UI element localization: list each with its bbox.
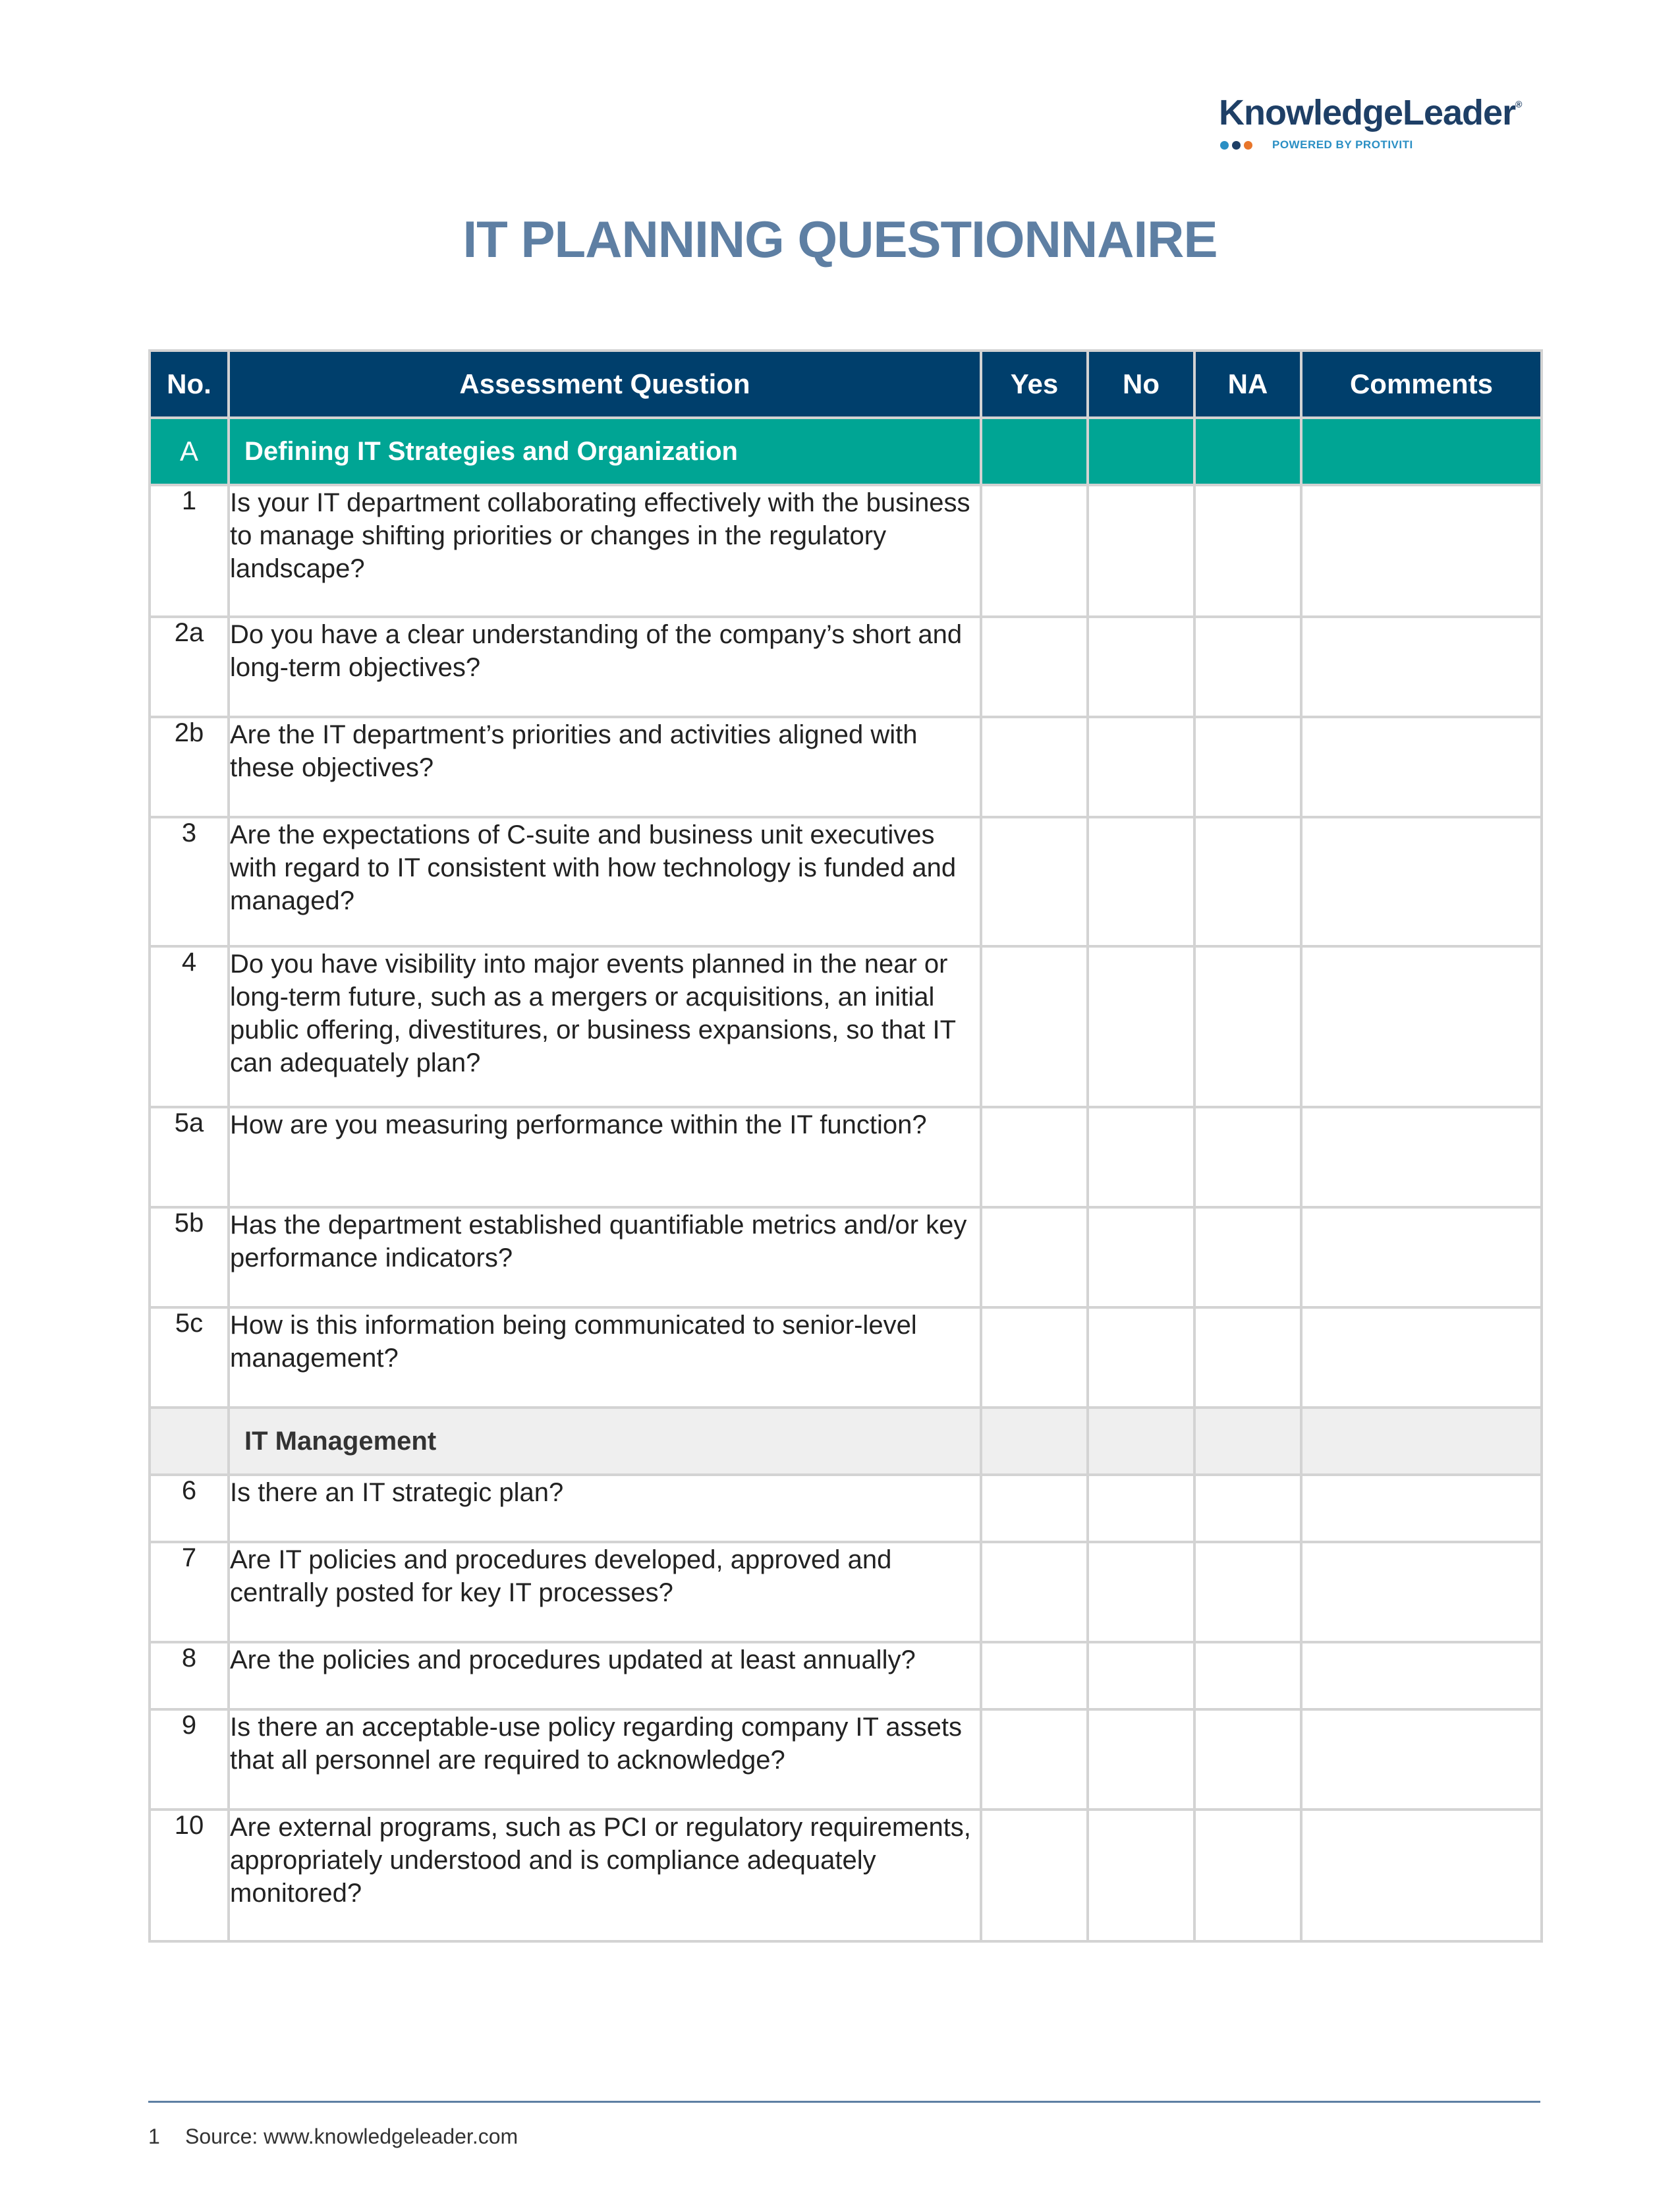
answer-no-cell[interactable]: [1088, 485, 1194, 617]
answer-no-cell[interactable]: [1088, 1207, 1194, 1307]
table-row: [150, 1307, 1542, 1408]
answer-na-cell[interactable]: [1194, 1207, 1301, 1307]
answer-no-cell[interactable]: [1088, 1810, 1194, 1941]
section-cell: [981, 1408, 1088, 1475]
question-text: Are external programs, such as PCI or regulatory requirements, appropriately understood and is compliance adequately monitored?: [229, 1810, 981, 1941]
comments-cell[interactable]: [1301, 1207, 1542, 1307]
answer-yes-cell[interactable]: [981, 485, 1088, 617]
answer-na-cell[interactable]: [1194, 1475, 1301, 1542]
logo-dot: [1220, 141, 1229, 150]
section-row-it-management: [150, 1408, 1542, 1475]
questionnaire-table: [148, 349, 1543, 1943]
comments-cell[interactable]: [1301, 1475, 1542, 1542]
answer-no-cell[interactable]: [1088, 617, 1194, 717]
comments-cell[interactable]: [1301, 1642, 1542, 1709]
answer-yes-cell[interactable]: [981, 1542, 1088, 1642]
answer-yes-cell[interactable]: [981, 1475, 1088, 1542]
section-cell: [1194, 1408, 1301, 1475]
question-text: Is there an acceptable-use policy regarding company IT assets that all personnel are required to acknowledge?: [229, 1709, 981, 1810]
question-text: Are IT policies and procedures developed, approved and centrally posted for key IT processes?: [229, 1542, 981, 1642]
question-text: Are the IT department’s priorities and activities aligned with these objectives?: [229, 717, 981, 817]
section-title: Defining IT Strategies and Organization: [229, 418, 981, 485]
section-no: [150, 1408, 229, 1475]
table-row: [150, 946, 1542, 1107]
answer-no-cell[interactable]: [1088, 1642, 1194, 1709]
section-cell: [1194, 418, 1301, 485]
footer-divider: [148, 2101, 1540, 2103]
header-no-answer: No: [1088, 351, 1194, 418]
answer-na-cell[interactable]: [1194, 717, 1301, 817]
comments-cell[interactable]: [1301, 717, 1542, 817]
comments-cell[interactable]: [1301, 1709, 1542, 1810]
table-row: [150, 1207, 1542, 1307]
answer-na-cell[interactable]: [1194, 817, 1301, 946]
header-yes: Yes: [981, 351, 1088, 418]
section-cell: [1301, 418, 1542, 485]
question-text: Do you have a clear understanding of the company’s short and long-term objectives?: [229, 617, 981, 717]
answer-na-cell[interactable]: [1194, 1709, 1301, 1810]
section-cell: [1301, 1408, 1542, 1475]
answer-na-cell[interactable]: [1194, 617, 1301, 717]
section-no: A: [150, 418, 229, 485]
answer-yes-cell[interactable]: [981, 817, 1088, 946]
comments-cell[interactable]: [1301, 1542, 1542, 1642]
answer-na-cell[interactable]: [1194, 485, 1301, 617]
question-text: Is your IT department collaborating effectively with the business to manage shifting priorities or changes in the regulatory landscape?: [229, 485, 981, 617]
section-title: IT Management: [229, 1408, 981, 1475]
table-row: [150, 1475, 1542, 1542]
answer-na-cell[interactable]: [1194, 1307, 1301, 1408]
question-number: 2a: [150, 617, 229, 717]
table-row: [150, 1542, 1542, 1642]
answer-yes-cell[interactable]: [981, 1709, 1088, 1810]
section-cell: [981, 418, 1088, 485]
question-number: 1: [150, 485, 229, 617]
footer-source: [148, 2125, 518, 2149]
question-text: Do you have visibility into major events planned in the near or long-term future, such as a mergers or acquisitions, an initial public offering, divestitures, or business expansions, so that IT can adequately plan?: [229, 946, 981, 1107]
comments-cell[interactable]: [1301, 1307, 1542, 1408]
question-number: 2b: [150, 717, 229, 817]
knowledgeleader-logo: [1219, 92, 1548, 152]
footnote-number: 1: [148, 2125, 160, 2148]
table-row: [150, 1642, 1542, 1709]
comments-cell[interactable]: [1301, 1107, 1542, 1207]
question-number: 8: [150, 1642, 229, 1709]
section-cell: [1088, 1408, 1194, 1475]
comments-cell[interactable]: [1301, 485, 1542, 617]
answer-na-cell[interactable]: [1194, 1107, 1301, 1207]
question-text: Are the policies and procedures updated at least annually?: [229, 1642, 981, 1709]
table-row: [150, 1709, 1542, 1810]
answer-yes-cell[interactable]: [981, 1810, 1088, 1941]
answer-no-cell[interactable]: [1088, 817, 1194, 946]
header-question: Assessment Question: [229, 351, 981, 418]
answer-yes-cell[interactable]: [981, 1307, 1088, 1408]
answer-na-cell[interactable]: [1194, 1810, 1301, 1941]
question-number: 6: [150, 1475, 229, 1542]
answer-na-cell[interactable]: [1194, 1542, 1301, 1642]
question-number: 7: [150, 1542, 229, 1642]
answer-no-cell[interactable]: [1088, 1709, 1194, 1810]
question-number: 5a: [150, 1107, 229, 1207]
logo-dot: [1244, 141, 1252, 150]
question-number: 9: [150, 1709, 229, 1810]
comments-cell[interactable]: [1301, 946, 1542, 1107]
logo-wordmark: KnowledgeLeader®: [1219, 93, 1522, 132]
comments-cell[interactable]: [1301, 817, 1542, 946]
header-no: No.: [150, 351, 229, 418]
header-na: NA: [1194, 351, 1301, 418]
logo-dot: [1232, 141, 1241, 150]
answer-no-cell[interactable]: [1088, 1475, 1194, 1542]
table-row: [150, 1107, 1542, 1207]
footnote-text: Source: www.knowledgeleader.com: [185, 2125, 518, 2148]
question-number: 4: [150, 946, 229, 1107]
logo-tagline: POWERED BY PROTIVITI: [1272, 138, 1413, 151]
answer-yes-cell[interactable]: [981, 946, 1088, 1107]
answer-no-cell[interactable]: [1088, 1307, 1194, 1408]
page-title: IT PLANNING QUESTIONNAIRE: [462, 210, 1218, 268]
question-text: Are the expectations of C-suite and business unit executives with regard to IT consistent with how technology is funded and managed?: [229, 817, 981, 946]
table-row: [150, 617, 1542, 717]
logo-dots-icon: [1220, 141, 1252, 150]
question-text: Is there an IT strategic plan?: [229, 1475, 981, 1542]
question-text: How are you measuring performance within the IT function?: [229, 1107, 981, 1207]
answer-no-cell[interactable]: [1088, 717, 1194, 817]
table-row: [150, 1810, 1542, 1941]
table-row: [150, 717, 1542, 817]
question-number: 10: [150, 1810, 229, 1941]
table-header-row: [150, 351, 1542, 418]
table-row: [150, 817, 1542, 946]
answer-na-cell[interactable]: [1194, 946, 1301, 1107]
question-text: Has the department established quantifiable metrics and/or key performance indicators?: [229, 1207, 981, 1307]
answer-no-cell[interactable]: [1088, 946, 1194, 1107]
answer-yes-cell[interactable]: [981, 1107, 1088, 1207]
header-comments: Comments: [1301, 351, 1542, 418]
answer-yes-cell[interactable]: [981, 1207, 1088, 1307]
answer-no-cell[interactable]: [1088, 1107, 1194, 1207]
section-row-a: [150, 418, 1542, 485]
answer-na-cell[interactable]: [1194, 1642, 1301, 1709]
comments-cell[interactable]: [1301, 1810, 1542, 1941]
section-cell: [1088, 418, 1194, 485]
question-text: How is this information being communicated to senior-level management?: [229, 1307, 981, 1408]
table-row: [150, 485, 1542, 617]
question-number: 3: [150, 817, 229, 946]
question-number: 5b: [150, 1207, 229, 1307]
question-number: 5c: [150, 1307, 229, 1408]
answer-no-cell[interactable]: [1088, 1542, 1194, 1642]
answer-yes-cell[interactable]: [981, 1642, 1088, 1709]
comments-cell[interactable]: [1301, 617, 1542, 717]
answer-yes-cell[interactable]: [981, 617, 1088, 717]
answer-yes-cell[interactable]: [981, 717, 1088, 817]
